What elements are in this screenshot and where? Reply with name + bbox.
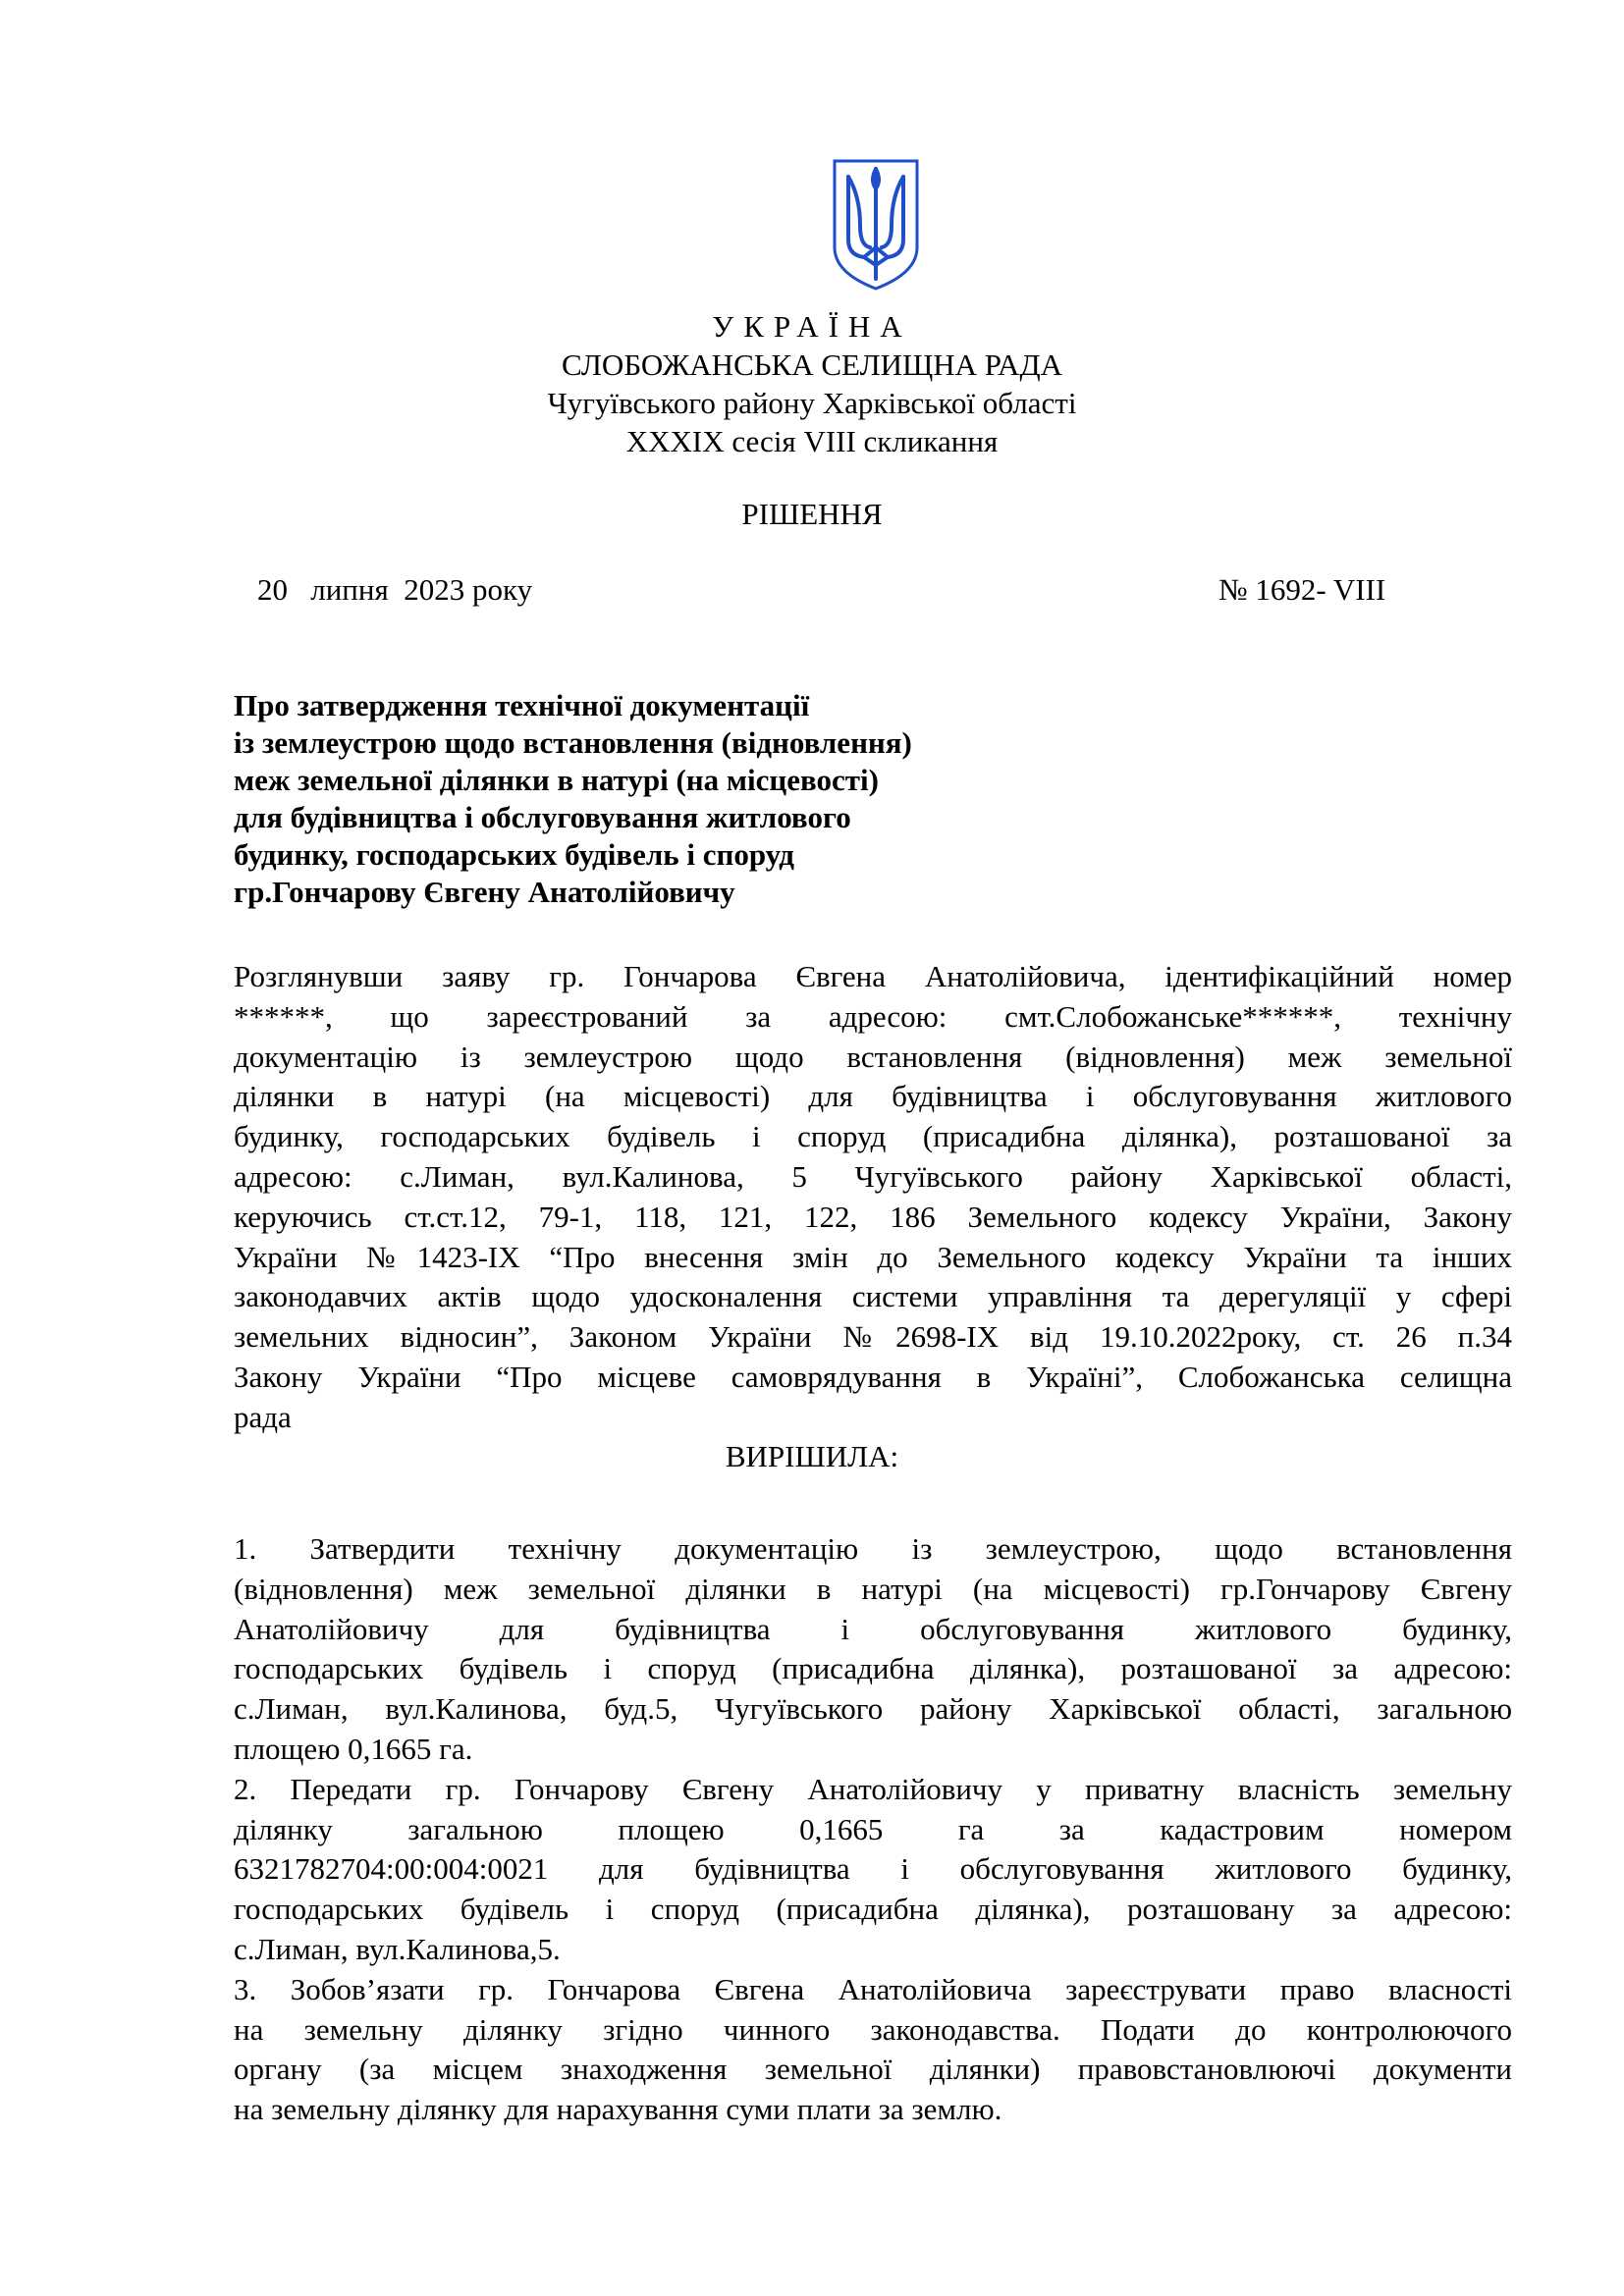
coat-of-arms-icon bbox=[831, 157, 921, 293]
district-name: Чугуївського району Харківської області bbox=[547, 386, 1077, 420]
item-line: Анатолійовичу для будівництва і обслуговування житлового будинку, bbox=[234, 1611, 1512, 1646]
item-line: с.Лиман, вул.Калинова, буд.5, Чугуївського району Харківської області, загальною bbox=[234, 1691, 1512, 1727]
item-line: на земельну ділянку для нарахування суми плати за землю. bbox=[234, 2092, 1002, 2127]
decision-title: РІШЕННЯ bbox=[741, 497, 883, 531]
subject-line: будинку, господарських будівель і споруд bbox=[234, 837, 794, 872]
subject-line: для будівництва і обслуговування житлового bbox=[234, 800, 851, 834]
subject-line: Про затвердження технічної документації bbox=[234, 688, 810, 722]
item-line: 6321782704:00:004:0021 для будівництва і обслуговування житлового будинку, bbox=[234, 1851, 1512, 1887]
council-name: СЛОБОЖАНСЬКА СЕЛИЩНА РАДА bbox=[562, 347, 1062, 382]
decision-date: 20 липня 2023 року bbox=[257, 572, 533, 607]
header-country bbox=[0, 307, 1624, 346]
subject-line: меж земельної ділянки в натурі (на місцевості) bbox=[234, 763, 879, 797]
decision-items bbox=[234, 1529, 1512, 2130]
preamble-line: законодавчих актів щодо удосконалення системи управління та дерегуляції у сфері bbox=[234, 1279, 1512, 1314]
preamble-paragraph bbox=[234, 957, 1512, 1438]
preamble-line: керуючись ст.ст.12, 79-1, 118, 121, 122, 186 Земельного кодексу України, Закону bbox=[234, 1199, 1512, 1234]
preamble-line: будинку, господарських будівель і споруд (присадибна ділянка), розташованої за bbox=[234, 1119, 1512, 1154]
preamble-line: Розглянувши заяву гр. Гончарова Євгена Анатолійовича, ідентифікаційний номер bbox=[234, 959, 1512, 993]
session-name: XXXIX сесія VIII скликання bbox=[625, 424, 999, 458]
item-line: (відновлення) меж земельної ділянки в натурі (на місцевості) гр.Гончарову Євгену bbox=[234, 1571, 1512, 1606]
preamble-line: ******, що зареєстрований за адресою: смт.Слобожанське******, технічну bbox=[234, 998, 1512, 1034]
preamble-line: документацію із землеустрою щодо встановлення (відновлення) меж земельної bbox=[234, 1039, 1512, 1074]
item-line: господарських будівель і споруд (присадибна ділянка), розташованої за адресою: bbox=[234, 1651, 1512, 1686]
preamble-line: земельних відносин”, Законом України №2698-IX від 19.10.2022року, ст. 26 п.34 bbox=[234, 1319, 1512, 1355]
preamble-line: адресою: с.Лиман, вул.Калинова, 5 Чугуївського району Харківської області, bbox=[234, 1158, 1512, 1194]
decision-subject bbox=[234, 687, 1216, 911]
preamble-line: ділянки в натурі (на місцевості) для будівництва і обслуговування житлового bbox=[234, 1079, 1512, 1114]
subject-line: із землеустрою щодо встановлення (відновлення) bbox=[234, 725, 912, 760]
item-line: с.Лиман, вул.Калинова,5. bbox=[234, 1931, 561, 1966]
preamble-line: рада bbox=[234, 1399, 292, 1434]
subject-line: гр.Гончарову Євгену Анатолійовичу bbox=[234, 875, 735, 909]
resolved-heading: ВИРІШИЛА: bbox=[725, 1439, 899, 1473]
item-line: ділянку загальною площею 0,1665 га за кадастровим номером bbox=[234, 1811, 1512, 1846]
item-line: площею 0,1665 га. bbox=[234, 1731, 473, 1766]
preamble-line: Закону України “Про місцеве самоврядування в Україні”, Слобожанська селищна bbox=[234, 1359, 1512, 1394]
preamble-line: України №1423-IX “Про внесення змін до Земельного кодексу України та інших bbox=[234, 1239, 1512, 1274]
item-line: органу (за місцем знаходження земельної ділянки) правовстановлюючі документи bbox=[234, 2052, 1512, 2087]
item-line: 3. Зобов’язати гр. Гончарова Євгена Анатолійовича зареєструвати право власності bbox=[234, 1971, 1512, 2006]
item-line: 2. Передати гр. Гончарову Євгену Анатолійовичу у приватну власність земельну bbox=[234, 1771, 1512, 1806]
item-line: 1. Затвердити технічну документацію із землеустрою, щодо встановлення bbox=[234, 1531, 1512, 1566]
country-name: УКРАЇНА bbox=[712, 309, 912, 344]
decision-number: № 1692- VIII bbox=[1218, 572, 1386, 607]
item-line: господарських будівель і споруд (присадибна ділянка), розташовану за адресою: bbox=[234, 1892, 1512, 1927]
item-line: на земельну ділянку згідно чинного законодавства. Подати до контролюючого bbox=[234, 2011, 1512, 2047]
